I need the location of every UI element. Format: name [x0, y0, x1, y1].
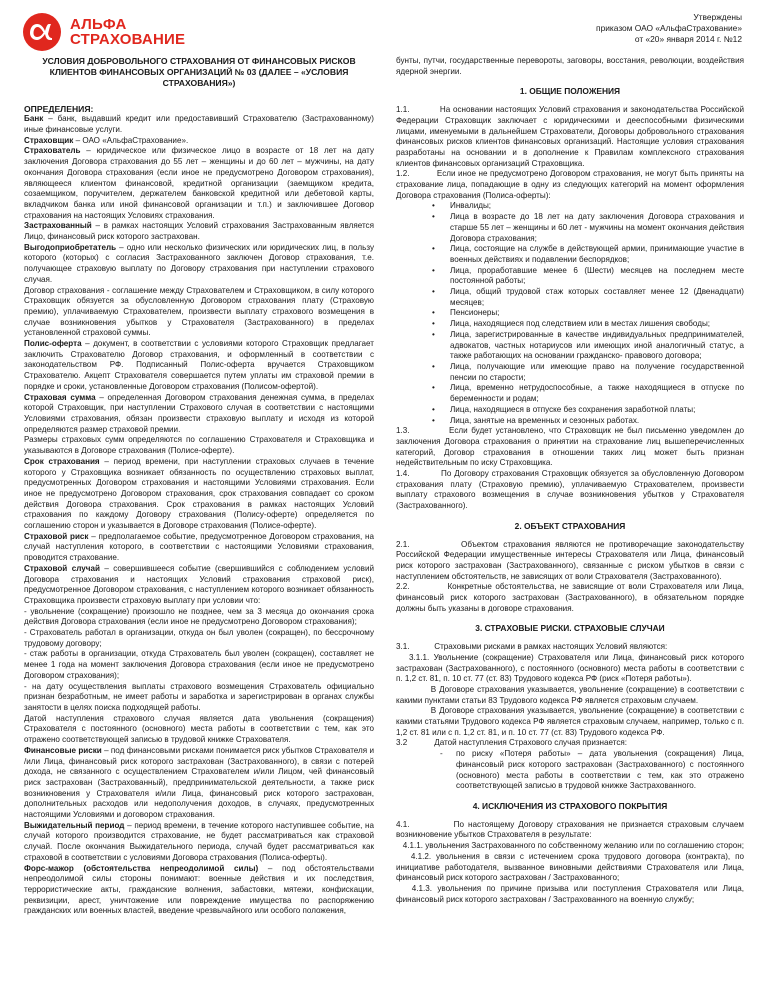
- definition-term: Страховая сумма: [24, 392, 96, 402]
- exclusion-bullet-list: [396, 201, 744, 426]
- definition-term: Выжидательный период: [24, 820, 125, 830]
- approval-line: Утверждены: [693, 12, 742, 22]
- bullet-item: • Лица, временно нетрудоспособные, а также находящиеся в отпуске по беременности и родам;: [450, 383, 744, 404]
- definition-text: Договор страхования - соглашение между Страхователем и Страховщиком, в силу которого Страховщик обязуется за обусловленную Договором страхования плату (Страховую премию), уплачиваемую Страхователем, произвести выплату страхового возмещения в случае возникновения убытков у Страхователя (Застрахованного) в пределах установленной страховой суммы.: [24, 285, 374, 338]
- paragraph: 1.3. Если будет установлено, что Страховщик не был письменно уведомлен до заключения Договора страхования о принятии на страхование лиц вышеперечисленных категорий, Договор страхования в отношении таких лиц может быть признан недействительным по иску Страховщика.: [396, 426, 744, 468]
- definition-text: – период времени, в течение которого наступившее событие, на случай которого производится страхование, не будет рассматриваться как страховой случай. После окончания Выжидательного периода, случай будет рассматриваться как страховой в соответствии с условиями Договора страхования (Полиса-оферты).: [24, 820, 374, 862]
- paragraph: 1.1. На основании настоящих Условий страхования и законодательства Российской Федерации Страховщик заключает с юридическими и дееспособными физическими лицами, именуемыми в дальнейшем Страхователи, Договоры добровольного страхования финансовых рисков клиентов финансовых организаций. Настоящие условия страхования разработаны на основании и в дополнение к Правилам комплексного страхования клиентов финансовых организаций Страховщика.: [396, 105, 744, 168]
- definition-text: - на дату осуществления выплаты страхового возмещения Страхователь официально признан безработным, не имеет работы и заработка и зарегистрирован в органах службы занятости в целях поиска подходящей работы.: [24, 681, 374, 712]
- bullet-item: • Лица, находящиеся в отпуске без сохранения заработной платы;: [450, 405, 744, 416]
- definition-text: – совершившееся событие (свершившийся с соблюдением условий Договора страхования и настоящих Условий страхования страховой риск), предусмотренное Договором страхования, с наступлением которого возникает обязанность Страховщика произвести страховую выплату при условии что:: [24, 563, 374, 605]
- definition-item: [24, 628, 374, 649]
- paragraph: 3.1.1. Увольнение (сокращение) Страхователя или Лица, финансовый риск которого застрахован (Застрахованного), с постоянного (основного) места работы в соответствии с п. 1,2 ст. 81, п. 10 ст. 77 (ст. 83) Трудового кодекса РФ (риск «Потеря работы»).: [396, 652, 744, 684]
- section-heading: 1. ОБЩИЕ ПОЛОЖЕНИЯ: [519, 86, 621, 97]
- definition-text: – юридическое или физическое лицо в возрасте от 18 лет на дату заключения Договора страхования до 55 лет – женщины и до 60 лет – мужчины, на дату окончания Договора страхования (если иное не предусмотрено Договором страхования), являющееся клиентом финансовой, кредитной организации (заемщиком кредита, созаемщиком, поручителем, держателем банковской кредитной или дебетовой карты, вкладчиком банка или иной финансовой организации и т.п.) и заключившее Договор страхования на настоящих Условиях страхования.: [24, 146, 374, 220]
- definition-term: Страховой риск: [24, 531, 89, 541]
- definition-text: – определенная Договором страхования денежная сумма, в пределах которой Страховщик, при наступлении Страхового случая в соответствии с настоящими Условиями страхования, обязан произвести страховую выплату и исходя из которой определяются размер страховой премии.: [24, 392, 374, 434]
- definition-item: [24, 532, 374, 564]
- left-column: [24, 56, 374, 917]
- definition-term: Банк: [24, 114, 44, 124]
- right-column: [396, 56, 744, 905]
- definition-text: Размеры страховых сумм определяются по соглашению Страхователя и Страховщика и указываются в Договоре страхования (Полисе-оферте).: [24, 435, 374, 456]
- definition-term: Полис-оферта: [24, 339, 82, 349]
- company-logo: [22, 12, 185, 52]
- bullet-item: • Инвалиды;: [450, 201, 744, 212]
- bullet-item: • Лица, состоящие на службе в действующей армии, принимающие участие в военных действиях и подавлении беспорядков;: [450, 244, 744, 265]
- approval-line: от «20» января 2014 г. №12: [634, 34, 742, 44]
- definition-item: [24, 457, 374, 532]
- definition-item: [24, 564, 374, 607]
- paragraph: 3.2 Датой наступления Страхового случая признается:: [396, 738, 628, 748]
- paragraph: В Договоре страхования указывается, увольнение (сокращение) в соответствии с какими пунктами статьи 83 Трудового кодекса РФ является страховым случаем.: [396, 684, 744, 705]
- definition-item: [24, 682, 374, 714]
- bullet-item: • Лица, общий трудовой стаж которых составляет менее 12 (Двенадцати) месяцев;: [450, 287, 744, 308]
- definition-item: [24, 649, 374, 681]
- paragraph: 4.1. По настоящему Договору страхования не признается страховым случаем возникновение убытков Страхователя в результате:: [396, 819, 744, 840]
- definition-text: – банк, выдавший кредит или предоставивший Страхователю (Застрахованному) иные финансовые услуги.: [24, 114, 374, 135]
- paragraph: 4.1.3. увольнения по причине призыва или поступления Страхователя или Лица, финансовый риск которого застрахован / Застрахованного на военную службу;: [396, 883, 744, 904]
- logo-line1: АЛЬФА: [70, 16, 127, 33]
- section-heading: 2. ОБЪЕКТ СТРАХОВАНИЯ: [514, 520, 626, 531]
- alfa-logo-icon: [22, 12, 62, 52]
- definition-term: Страхователь: [24, 146, 81, 156]
- definition-item: [24, 393, 374, 436]
- definition-text: - стаж работы в организации, откуда Страхователь был уволен (сокращен), составляет не менее 1 года на момент заключения Договора страхования (если иное не предусмотрено Договором страхования);: [24, 649, 374, 680]
- bullet-item: • Лица в возрасте до 18 лет на дату заключения Договора страхования и старше 55 лет – женщины и 60 лет - мужчины на момент окончания действия Договора страхования;: [450, 212, 744, 244]
- document-title: УСЛОВИЯ ДОБРОВОЛЬНОГО СТРАХОВАНИЯ ОТ ФИНАНСОВЫХ РИСКОВ КЛИЕНТОВ ФИНАНСОВЫХ ОРГАНИЗАЦИЙ № 03 (ДАЛЕЕ – «УСЛОВИЯ СТРАХОВАНИЯ»): [42, 56, 356, 89]
- definition-item: [24, 286, 374, 340]
- definition-item: [24, 146, 374, 221]
- bullet-item: • Лица, получающие или имеющие право на получение государственной пенсии по старости;: [450, 362, 744, 383]
- definition-text: – предполагаемое событие, предусмотренное Договором страхования, на случай наступления которого, в соответствии с настоящими Условиями страхования, проводится страхование.: [24, 531, 374, 563]
- dash-item: - по риску «Потеря работы» – дата увольнения (сокращения) Лица, финансовый риск которого застрахован (Застрахованного) с постоянного (основного) места работы в соответствии с тем, как это отражено соответствующей записью в трудовой книжке Застрахованного.: [396, 749, 744, 792]
- definitions-heading: ОПРЕДЕЛЕНИЯ:: [24, 103, 94, 114]
- bullet-item: • Лица, зарегистрированные в качестве индивидуальных предпринимателей, адвокатов, частных нотариусов или имеющих иной аналогичный статус, а также работающих на основании гражданско- правового договора;: [450, 330, 744, 362]
- definition-item: [24, 607, 374, 628]
- definition-item: [24, 864, 374, 918]
- paragraph: 2.2. Конкретные обстоятельства, не зависящие от воли Страхователя или Лица, финансовый риск которого застрахован (Застрахованного), в обязательном порядке должны быть указаны в договоре страхования.: [396, 582, 744, 613]
- paragraph: 1.4. По Договору страхования Страховщик обязуется за обусловленную Договором страхования плату (Страховую премию), уплачиваемую Страхователем, произвести выплату страхового возмещения в случае возникновения убытков у Страхователя (Застрахованного).: [396, 469, 744, 511]
- definition-item: [24, 221, 374, 242]
- definition-item: [24, 136, 374, 147]
- paragraph: 4.1.2. увольнения в связи с истечением срока трудового договора (контракта), по инициативе работодателя, вызванное виновными действиями Страхователя или Лица, финансовый риск которого застрахован / Застрахованного;: [396, 851, 744, 883]
- definition-text: – ОАО «АльфаСтрахование».: [73, 135, 189, 145]
- definition-item: [24, 243, 374, 286]
- definition-text: - увольнение (сокращение) произошло не позднее, чем за 3 месяца до окончания срока действия Договора страхования (если иное не предусмотрено Договором страхования);: [24, 606, 374, 627]
- definition-text: – период времени, при наступлении страховых случаев в течение которого у Страховщика возникает обязанность по осуществлению страховых выплат, предусмотренных Договором страхования и настоящими Условиями страхования. Если иное не предусмотрено Договором страхования, срок страхования совпадает со сроком действия Договора страхования. Срок страхования в рамках настоящих Условий страхования по каждому Договору страхования (Полису-оферте) определяется по соглашению сторон и указывается в Договоре страхования (Полисе-оферте).: [24, 456, 374, 531]
- definition-text: – документ, в соответствии с условиями которого Страховщик предлагает заключить Страхователю Договор страхования, и оформленный в соответствии с законодательством РФ. Подписанный Полис-оферта вручается Страховщиком Страхователю. Акцепт Страхователя совершается путем уплаты им страховой премии в порядке и сроки, установленные Договором страхования (Полисом-офертой).: [24, 339, 374, 391]
- definition-item: [24, 714, 374, 746]
- definition-text: – одно или несколько физических или юридических лиц, в пользу которого (которых) с согласия Застрахованного заключен Договор страхования, т.е. получающее страховую выплату по Договору страхования при наступлении страхового случая.: [24, 242, 374, 284]
- definition-term: Страховщик: [24, 135, 74, 145]
- definition-text: Датой наступления страхового случая является дата увольнения (сокращения) Страхователя с постоянного (основного) места работы в соответствии с тем, как это отражено соответствующей записью в трудовой книжке Страхователя.: [24, 713, 374, 745]
- definition-text: – под финансовыми рисками понимается риск убытков Страхователя и /или Лица, финансовый риск которого застрахован (Застрахованного), в связи с потерей дохода, не связанного с осуществлением Страхователем и/или Лицом, чей финансовый риск застрахован (Застрахованный), предпринимательской деятельности, а также риск возникновения у Страхователя и/или Лица, финансовый риск которого застрахован, дополнительных расходов или недополучения доходов, в случаях, предусмотренных настоящими Условиями и договором страхования.: [24, 745, 374, 820]
- approval-stamp: [596, 12, 742, 45]
- paragraph: 1.2. Если иное не предусмотрено Договором страхования, не могут быть приняты на страхование лица, попадающие в одну из следующих категорий на момент оформления Договора страхования (Полиса-оферты):: [396, 169, 744, 200]
- paragraph: В Договоре страхования указывается, увольнение (сокращение) в соответствии с какими статьями Трудового кодекса РФ является страховым случаем, например, только с п. 1,2 ст. 81 или с п. 1,2 ст. 81, и п. 10 ст. 77 (ст. 83) Трудового кодекса РФ.: [396, 706, 744, 737]
- definition-item: [24, 746, 374, 821]
- definition-term: Застрахованный: [24, 221, 92, 231]
- paragraph: 3.1. Страховыми рисками в рамках настоящих Условий являются:: [396, 642, 668, 652]
- definition-item: [24, 821, 374, 864]
- paragraph: бунты, путчи, государственные перевороты, заговоры, восстания, революции, воздействия ядерной энергии.: [396, 56, 744, 76]
- definition-text: – под обстоятельствами непреодолимой силы стороны понимают: военные действия и их последствия, террористические акты, гражданские волнения, забастовки, мятежи, конфискации, реквизиции, арест, уничтожение или повреждение имущества по распоряжению гражданских или военных властей, введение чрезвычайного или особого положения,: [24, 863, 375, 916]
- section-heading: 4. ИСКЛЮЧЕНИЯ ИЗ СТРАХОВОГО ПОКРЫТИЯ: [472, 801, 668, 811]
- definition-item: [24, 114, 374, 135]
- definition-item: [24, 435, 374, 456]
- definition-text: – в рамках настоящих Условий страхования Застрахованным является Лицо, финансовый риск которого застрахован.: [24, 221, 374, 242]
- bullet-item: • Лица, занятые на временных и сезонных работах.: [450, 416, 744, 427]
- bullet-item: • Пенсионеры;: [450, 308, 744, 319]
- definition-term: Форс-мажор (обстоятельства непреодолимой силы): [24, 863, 259, 873]
- bullet-item: • Лица, проработавшие менее 6 (Шести) месяцев на последнем месте постоянной работы;: [450, 266, 744, 287]
- logo-line2: СТРАХОВАНИЕ: [70, 31, 186, 48]
- definition-text: - Страхователь работал в организации, откуда он был уволен (сокращен), по бессрочному трудовому договору;: [24, 628, 374, 648]
- definitions-list: [24, 114, 374, 917]
- approval-line: приказом ОАО «АльфаСтрахование»: [596, 23, 742, 33]
- paragraph: 4.1.1. увольнения Застрахованного по собственному желанию или по соглашению сторон;: [396, 841, 744, 851]
- definition-item: [24, 339, 374, 393]
- bullet-item: • Лица, находящиеся под следствием или в местах лишения свободы;: [450, 319, 744, 330]
- definition-term: Выгодоприобретатель: [24, 242, 117, 252]
- definition-term: Финансовые риски: [24, 745, 102, 755]
- definition-term: Страховой случай: [24, 563, 100, 573]
- paragraph: 2.1. Объектом страхования являются не противоречащие законодательству Российской Федерации имущественные интересы Страхователя или Лица, финансовый риск которого застрахован (Застрахованного), связанные с риском убытков в связи с наступлением обстоятельств, не зависящих от воли Страхователя (Застрахованного).: [396, 539, 744, 581]
- definition-term: Срок страхования: [24, 456, 100, 466]
- section-heading: 3. СТРАХОВЫЕ РИСКИ. СТРАХОВЫЕ СЛУЧАИ: [475, 623, 665, 634]
